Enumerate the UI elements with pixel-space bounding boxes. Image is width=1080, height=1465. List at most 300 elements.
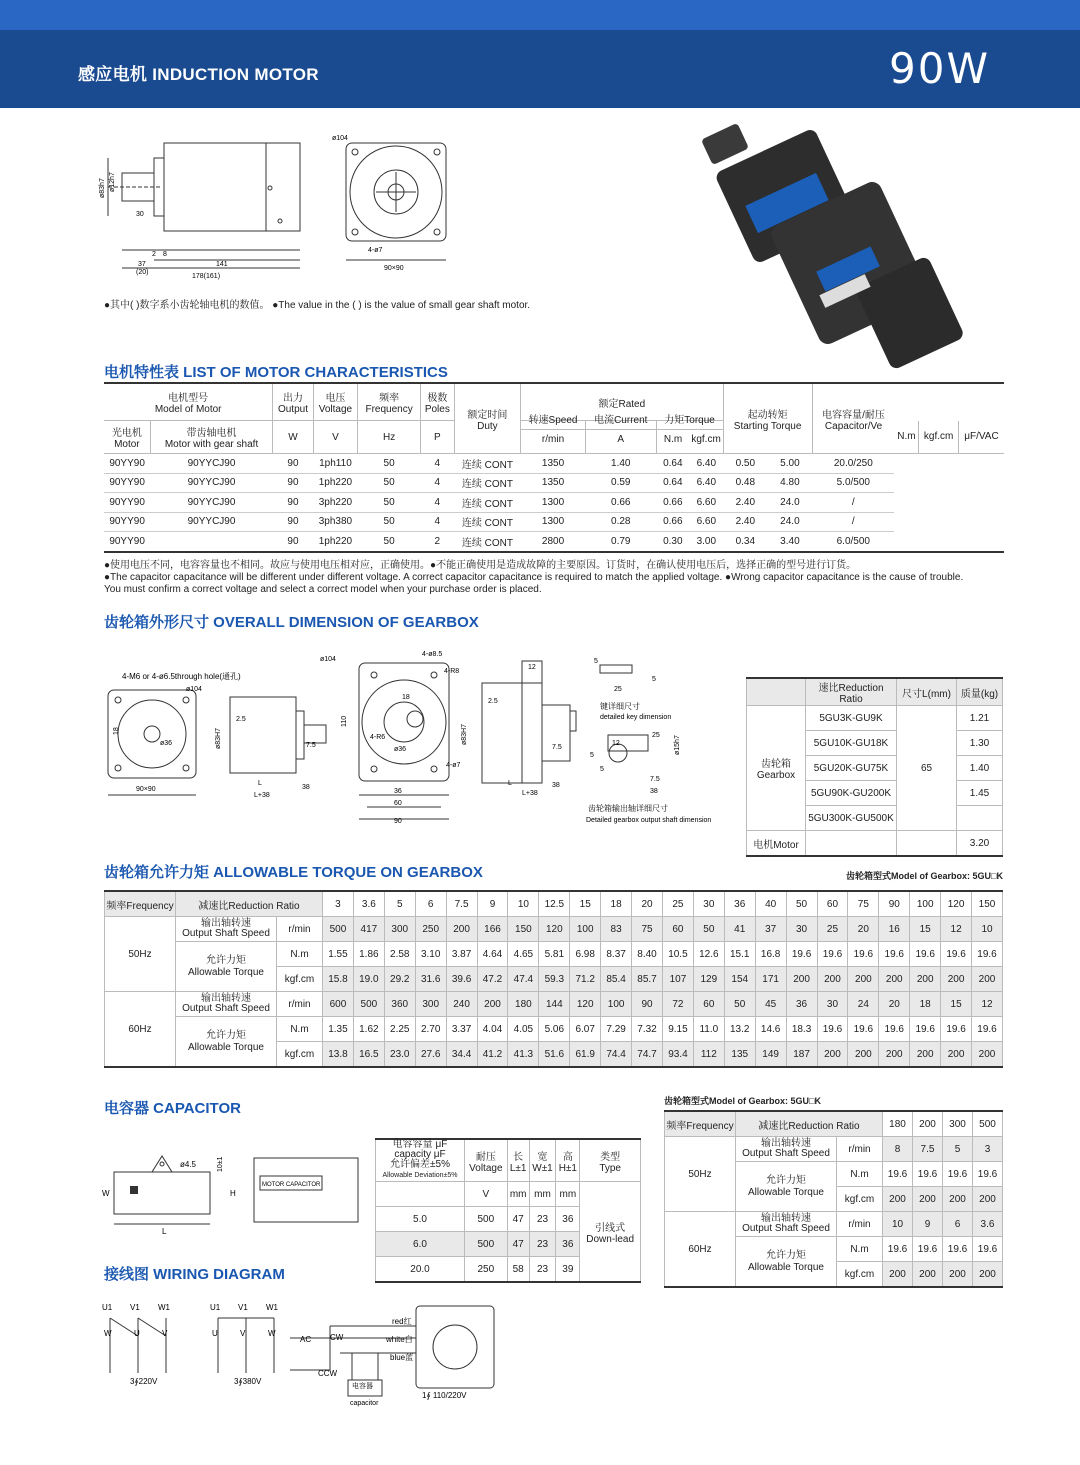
w-white: white白	[386, 1335, 413, 1344]
torque-value: 150	[508, 917, 539, 942]
torque-value: 19.6	[972, 942, 1003, 967]
torque-value: 200	[477, 992, 508, 1017]
th-freq	[358, 383, 421, 421]
char-cell: 2	[420, 532, 454, 552]
char-cell: 90YYCJ90	[150, 473, 273, 493]
char-cell: 4	[420, 493, 454, 513]
torque-value: 83	[601, 917, 632, 942]
th-output-en: Output	[277, 404, 308, 415]
gs-ratio-2: 5GU20K-GU75K	[806, 756, 897, 781]
torque-unit: N.m	[837, 1237, 883, 1262]
ct-h-hei-en: H±1	[558, 1162, 577, 1174]
torque-unit: kgf.cm	[837, 1187, 883, 1212]
torque-value: 15	[910, 917, 941, 942]
char-cell	[150, 532, 273, 552]
char-cell: 0.34	[723, 532, 768, 552]
torque-value: 93.4	[662, 1042, 693, 1068]
torque-value: 200	[913, 1262, 943, 1288]
gearbox-drawing	[104, 645, 724, 830]
torque-value: 8.40	[632, 942, 663, 967]
torque-ratio: 36	[724, 891, 755, 917]
dim-12: ø12h7	[109, 172, 116, 192]
w-w: W	[104, 1329, 112, 1338]
gd-d36: ø36	[160, 740, 173, 747]
gd-d110: 110	[341, 715, 348, 727]
cap-d45: ø4.5	[180, 1160, 197, 1169]
torque-value: 240	[446, 992, 477, 1017]
torque-value: 19.6	[883, 1162, 913, 1187]
torque-ratio: 50	[786, 891, 817, 917]
dim-2: 2	[152, 251, 156, 258]
cap-L: L	[162, 1227, 167, 1236]
torque-value: 200	[817, 967, 848, 992]
gd-d38b: 38	[552, 782, 560, 789]
torque-value: 50	[693, 917, 724, 942]
torque-value: 13.8	[323, 1042, 354, 1068]
torque-value: 120	[539, 917, 570, 942]
ct-h-len	[507, 1139, 529, 1182]
torque-value: 10	[883, 1212, 913, 1237]
th-duty-cn: 额定时间	[467, 409, 508, 421]
gd-L38b: L+38	[522, 790, 538, 797]
gd-d25k: 25	[614, 686, 622, 693]
torque-unit: kgf.cm	[277, 967, 323, 992]
torque-value: 41	[724, 917, 755, 942]
th-voltage-cn: 电压	[325, 393, 346, 404]
w-wb: W	[268, 1329, 276, 1338]
torque-value: 1.86	[353, 942, 384, 967]
char-cell: 连续 CONT	[454, 512, 520, 532]
torque-value: 31.6	[415, 967, 446, 992]
torque-value: 19.6	[973, 1162, 1003, 1187]
torque-value: 3.37	[446, 1017, 477, 1042]
torque-value: 19.6	[910, 1017, 941, 1042]
gd-k25: 25	[652, 732, 660, 739]
torque-value: 30	[817, 992, 848, 1017]
torque-ratio: 60	[817, 891, 848, 917]
char-cell: 1300	[521, 512, 586, 532]
torque-value: 20	[848, 917, 879, 942]
ct-r0-0: 5.0	[376, 1207, 465, 1232]
motor-photo	[690, 118, 960, 368]
torque-value: 9.15	[662, 1017, 693, 1042]
th-current: 电流Current	[586, 408, 656, 430]
gd-d47: 4-ø7	[446, 762, 461, 769]
torque-ratio: 10	[508, 891, 539, 917]
torque-value: 19.6	[879, 942, 910, 967]
char-cell: 5.00	[768, 454, 813, 474]
torque-value: 19.6	[848, 942, 879, 967]
torque-value: 200	[913, 1187, 943, 1212]
gs-gearbox	[747, 706, 806, 831]
torque-value: 20	[879, 992, 910, 1017]
gs-mass-1: 1.30	[957, 731, 1003, 756]
ct-type	[580, 1182, 641, 1283]
cap-d10: 10±1	[217, 1156, 224, 1172]
ct-h-wid-en: W±1	[532, 1162, 553, 1174]
gd-d36c: 36	[394, 788, 402, 795]
torque-value: 85.7	[632, 967, 663, 992]
char-cell: 50	[358, 512, 421, 532]
torque-value: 200	[446, 917, 477, 942]
torque-row	[665, 1137, 1003, 1162]
ct-h-cap-en: capacity μF	[394, 1149, 446, 1160]
torque-ratio: 3	[323, 891, 354, 917]
torque2-model: 齿轮箱型式Model of Gearbox: 5GU□K	[664, 1096, 821, 1106]
ct-r2-0: 20.0	[376, 1257, 465, 1283]
speed-cn: 输出轴转速	[201, 993, 251, 1004]
char-cell: 90	[273, 473, 313, 493]
torque-ratio: 150	[972, 891, 1003, 917]
th-duty	[454, 383, 520, 454]
torque-value: 180	[508, 992, 539, 1017]
w-red: red红	[392, 1317, 412, 1326]
torque-value: 74.4	[601, 1042, 632, 1068]
th-poles-en: Poles	[424, 404, 450, 415]
torque-value: 72	[662, 992, 693, 1017]
torque-header-row	[665, 1111, 1003, 1137]
char-cell: 1ph220	[313, 473, 358, 493]
th-gear-en: Motor with gear shaft	[164, 439, 259, 450]
cap-W: W	[102, 1189, 110, 1198]
capacitor-table	[375, 1138, 641, 1283]
ct-h-hei	[556, 1139, 580, 1182]
char-cell: 2.40	[723, 493, 768, 513]
torque-value: 107	[662, 967, 693, 992]
torque-value: 200	[943, 1187, 973, 1212]
torque-value: 200	[910, 1042, 941, 1068]
torque-ratio: 90	[879, 891, 910, 917]
th-cap-en: Capacitor/Ve	[824, 420, 883, 432]
ct-r0-4: 36	[556, 1207, 580, 1232]
torque-value: 112	[693, 1042, 724, 1068]
capacitor-drawing	[100, 1148, 370, 1238]
torque-value: 120	[570, 992, 601, 1017]
dim-20: (20)	[136, 269, 149, 276]
w-ub: U	[212, 1329, 218, 1338]
ct-r2-4: 39	[556, 1257, 580, 1283]
w-v: V	[162, 1329, 168, 1338]
torque-value: 2.70	[415, 1017, 446, 1042]
torque-torque-label	[736, 1237, 837, 1288]
char-note-2: ●The capacitor capacitance will be different under different voltage. A correct capacitor capacitance is required to match the applied voltage. ●Wrong capacitor capacitance is the cause of trouble.	[104, 572, 964, 583]
torque-value: 27.6	[415, 1042, 446, 1068]
th-start-en: Starting Torque	[733, 420, 802, 432]
char-cell: 连续 CONT	[454, 493, 520, 513]
char-cell: 0.30	[656, 532, 689, 552]
th-start-cn: 起动转矩	[747, 409, 788, 421]
torque-value: 51.6	[539, 1042, 570, 1068]
th-freq-en: Frequency	[365, 404, 413, 415]
gd-d18: 18	[113, 727, 120, 735]
gs-h-mass: 质量(kg)	[957, 678, 1003, 706]
th-cap	[812, 383, 894, 454]
header-power: 90W	[889, 44, 990, 93]
th-rated: 额定Rated	[521, 383, 723, 421]
dim-37: 37	[138, 261, 146, 268]
ct-h-dev: 允许偏差±5%	[390, 1159, 450, 1170]
char-cell: 4.80	[768, 473, 813, 493]
gs-mass-4	[957, 806, 1003, 831]
torque-value: 15.8	[323, 967, 354, 992]
torque-unit: r/min	[277, 917, 323, 942]
torque-cn: 允许力矩	[766, 1249, 806, 1261]
torque-value: 19.6	[883, 1237, 913, 1262]
gs-ratio-4: 5GU300K-GU500K	[806, 806, 897, 831]
torque-value: 200	[879, 967, 910, 992]
speed-en: Output Shaft Speed	[742, 1223, 830, 1234]
torque-unit: N.m	[837, 1162, 883, 1187]
th-voltage-en: Voltage	[318, 404, 353, 415]
torque-value: 171	[755, 967, 786, 992]
ct-r0-1: 500	[465, 1207, 508, 1232]
torque-value: 16.8	[755, 942, 786, 967]
torque-value: 4.04	[477, 1017, 508, 1042]
characteristics-title: 电机特性表 LIST OF MOTOR CHARACTERISTICS	[104, 364, 448, 381]
torque-value: 1.35	[323, 1017, 354, 1042]
torque-value: 300	[415, 992, 446, 1017]
char-cell: 1350	[521, 454, 586, 474]
u-kgf: kgf.cm	[691, 433, 721, 445]
char-cell: 6.40	[690, 473, 724, 493]
u-rmin-label: r/min	[541, 433, 565, 445]
torque-ratio: 40	[755, 891, 786, 917]
torque-value: 7.29	[601, 1017, 632, 1042]
torque-value: 19.6	[941, 1017, 972, 1042]
gd-key5: 5	[652, 676, 656, 683]
ct-h-volt-cn: 耐压	[475, 1151, 496, 1163]
char-cell: 4	[420, 512, 454, 532]
torque-value: 12.6	[693, 942, 724, 967]
w-cap-en: capacitor	[350, 1400, 379, 1407]
torque-ratio: 30	[693, 891, 724, 917]
u-w: W	[273, 421, 313, 454]
gd-d83b: ø83H7	[461, 723, 468, 745]
gd-k15: ø15h7	[674, 735, 681, 755]
torque-ratio: 7.5	[446, 891, 477, 917]
torque-value: 500	[323, 917, 354, 942]
torque-value: 200	[848, 967, 879, 992]
torque-value: 300	[384, 917, 415, 942]
torque-value: 19.0	[353, 967, 384, 992]
torque-unit: N.m	[277, 942, 323, 967]
torque-cn: 允许力矩	[766, 1174, 806, 1186]
page-header	[0, 0, 1080, 108]
ct-h-volt-en: Voltage	[469, 1162, 503, 1174]
char-cell: 0.64	[656, 454, 689, 474]
gd-k5b: 5	[590, 752, 594, 759]
w-cap-cn: 电容器	[352, 1383, 373, 1390]
u-kgf2: kgf.cm	[919, 421, 959, 454]
top-note: ●其中( )数字系小齿轮轴电机的数值。 ●The value in the ( ) is the value of small gear shaft motor.	[104, 300, 531, 311]
torque-value: 19.6	[848, 1017, 879, 1042]
torque-value: 47.2	[477, 967, 508, 992]
gs-mass-2: 1.40	[957, 756, 1003, 781]
gd-shaft: 齿轮箱输出轴详细尺寸	[588, 804, 668, 813]
motor-dimension-drawing	[100, 128, 460, 288]
characteristics-rows	[104, 454, 1004, 552]
u-cap: μF/VAC	[958, 421, 1004, 454]
dim-141: 141	[216, 261, 228, 268]
w-t380: 3∮380V	[234, 1377, 262, 1386]
ct-r1-3: 23	[529, 1232, 556, 1257]
gd-d18b: 18	[402, 694, 410, 701]
char-cell: 连续 CONT	[454, 454, 520, 474]
capacitor-title: 电容器 CAPACITOR	[104, 1100, 241, 1117]
char-cell: /	[812, 512, 894, 532]
torque-unit: r/min	[277, 992, 323, 1017]
u-torque	[656, 414, 723, 454]
torque-freq: 60Hz	[665, 1212, 736, 1288]
ct-r0-3: 23	[529, 1207, 556, 1232]
torque-value: 30	[786, 917, 817, 942]
th-torque: 力矩Torque	[657, 408, 723, 430]
torque-model: 齿轮箱型式Model of Gearbox: 5GU□K	[846, 871, 1003, 881]
torque-value: 85.4	[601, 967, 632, 992]
char-cell: 0.66	[656, 493, 689, 513]
char-cell: 90YY90	[104, 512, 150, 532]
torque-value: 2.25	[384, 1017, 415, 1042]
char-cell: 90	[273, 454, 313, 474]
char-cell: 0.66	[656, 512, 689, 532]
torque-value: 200	[941, 1042, 972, 1068]
gd-r8: 4-R8	[444, 668, 460, 675]
th-freq-cn: 频率	[379, 393, 400, 404]
torque-en: Allowable Torque	[188, 966, 264, 978]
char-row	[104, 454, 1004, 474]
char-cell: 1ph110	[313, 454, 358, 474]
torque-value: 4.64	[477, 942, 508, 967]
torque-value: 10	[972, 917, 1003, 942]
torque-value: 10.5	[662, 942, 693, 967]
w-v1: V1	[130, 1303, 140, 1312]
gs-motor: 电机Motor	[747, 831, 806, 857]
char-row	[104, 532, 1004, 552]
torque-value: 71.2	[570, 967, 601, 992]
gs-L: 65	[897, 706, 957, 831]
gd-key: 键详细尺寸	[600, 702, 640, 711]
torque-value: 16.5	[353, 1042, 384, 1068]
torque-value: 500	[353, 992, 384, 1017]
th-model	[104, 383, 273, 421]
torque-value: 18.3	[786, 1017, 817, 1042]
gd-d90: 90	[394, 818, 402, 825]
char-cell: 90	[273, 512, 313, 532]
th-model-cn: 电机型号	[168, 393, 209, 404]
torque-value: 1.62	[353, 1017, 384, 1042]
char-row	[104, 512, 1004, 532]
torque-value: 3	[973, 1137, 1003, 1162]
th-model-en: Model of Motor	[154, 404, 222, 415]
dim-8: 8	[163, 251, 167, 258]
torque-value: 2.58	[384, 942, 415, 967]
torque-value: 200	[941, 967, 972, 992]
gs-mass-0: 1.21	[957, 706, 1003, 731]
th-start	[723, 383, 812, 454]
gd-d75: 7.5	[306, 742, 316, 749]
w-ccw: CCW	[318, 1369, 338, 1378]
u-v: V	[313, 421, 358, 454]
torque-value: 6.98	[570, 942, 601, 967]
gd-shaft-en: Detailed gearbox output shaft dimension	[586, 817, 712, 824]
u-torque-units	[657, 430, 723, 445]
torque-ratio: 3.6	[353, 891, 384, 917]
torque-value: 19.6	[941, 942, 972, 967]
torque-value: 8.37	[601, 942, 632, 967]
ct-r1-2: 47	[507, 1232, 529, 1257]
gearbox-dim-title: 齿轮箱外形尺寸 OVERALL DIMENSION OF GEARBOX	[104, 614, 479, 631]
char-cell: 6.40	[690, 454, 724, 474]
torque-value: 200	[973, 1262, 1003, 1288]
torque-value: 74.7	[632, 1042, 663, 1068]
torque-value: 200	[883, 1187, 913, 1212]
torque-value: 250	[415, 917, 446, 942]
char-cell: 0.50	[723, 454, 768, 474]
gd-L38: L+38	[254, 792, 270, 799]
torque-value: 59.3	[539, 967, 570, 992]
ct-u-mm3: mm	[556, 1182, 580, 1207]
torque-value: 90	[632, 992, 663, 1017]
torque-value: 18	[910, 992, 941, 1017]
torque-h-ratio: 减速比Reduction Ratio	[736, 1111, 883, 1137]
torque-unit: N.m	[277, 1017, 323, 1042]
char-cell: 90YY90	[104, 473, 150, 493]
torque-value: 12	[972, 992, 1003, 1017]
char-cell: 连续 CONT	[454, 532, 520, 552]
ct-h-wid-cn: 宽	[537, 1151, 548, 1163]
w-ac: AC	[300, 1335, 312, 1344]
ct-r2-1: 250	[465, 1257, 508, 1283]
w-u1b: U1	[210, 1303, 221, 1312]
char-cell: 50	[358, 532, 421, 552]
torque-value: 60	[693, 992, 724, 1017]
gd-key-en: detailed key dimension	[600, 714, 672, 721]
torque-value: 360	[384, 992, 415, 1017]
ct-type-cn: 引线式	[595, 1222, 626, 1234]
gd-k38: 38	[650, 788, 658, 795]
gd-d104b: ø104	[320, 656, 336, 663]
speed-cn: 输出轴转速	[201, 918, 251, 929]
char-cell: 0.59	[585, 473, 656, 493]
char-cell: 90YY90	[104, 532, 150, 552]
char-cell: 20.0/250	[812, 454, 894, 474]
ct-u-mm2: mm	[529, 1182, 556, 1207]
torque-ratio: 120	[941, 891, 972, 917]
torque-row	[105, 992, 1003, 1017]
char-cell: 90	[273, 532, 313, 552]
th-gear	[150, 421, 273, 454]
torque-ratio: 25	[662, 891, 693, 917]
torque-speed-label	[176, 992, 277, 1017]
gs-gearbox-en: Gearbox	[756, 770, 796, 781]
ct-h-type	[580, 1139, 641, 1182]
gs-h-ratio: 速比Reduction Ratio	[806, 678, 897, 706]
char-cell: 1ph220	[313, 532, 358, 552]
dim-178: 178(161)	[192, 273, 221, 280]
torque-ratio: 9	[477, 891, 508, 917]
char-cell: 3ph220	[313, 493, 358, 513]
th-poles	[420, 383, 454, 421]
gd-r6: 4-R6	[370, 734, 386, 741]
torque-value: 24	[848, 992, 879, 1017]
cap-plate: MOTOR CAPACITOR	[262, 1182, 321, 1188]
torque-row	[665, 1212, 1003, 1237]
th-motor	[104, 421, 150, 454]
torque-en: Allowable Torque	[748, 1186, 824, 1198]
torque-h-freq: 频率Frequency	[665, 1111, 736, 1137]
gd-d60: 60	[394, 800, 402, 807]
char-cell: 0.28	[585, 512, 656, 532]
